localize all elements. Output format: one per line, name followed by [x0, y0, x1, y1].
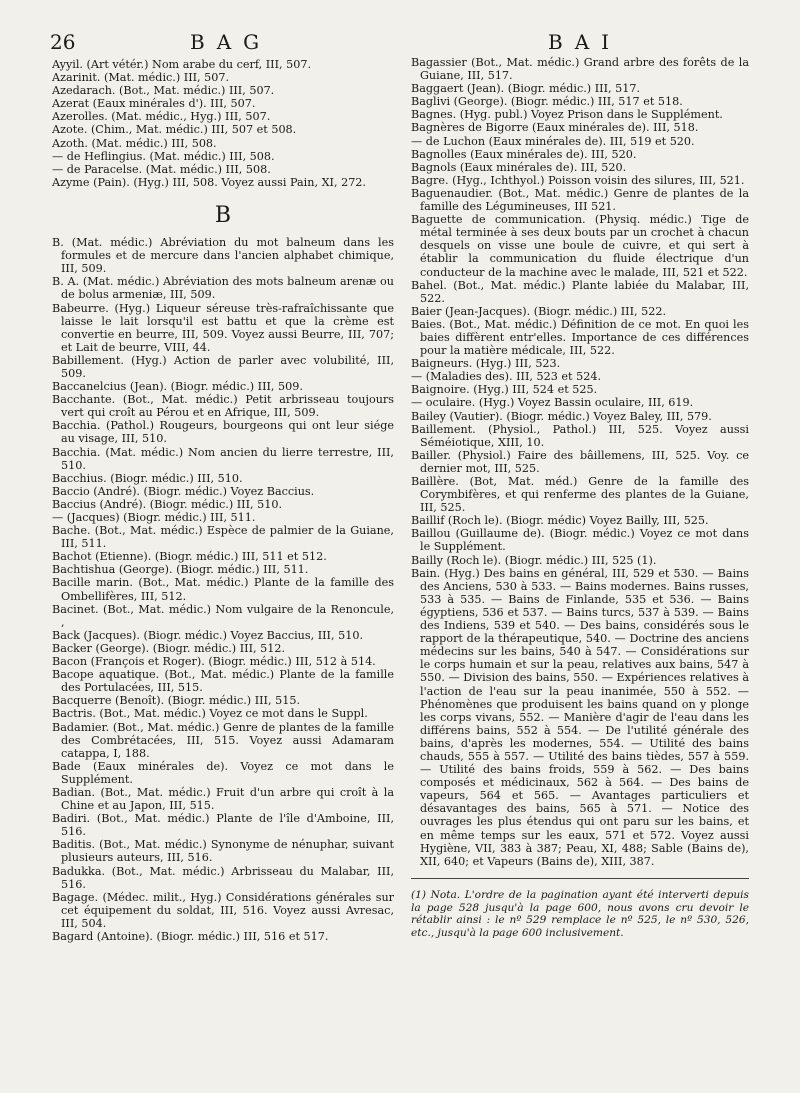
entries-a-continued: [52, 58, 394, 189]
index-entry: Bahel. (Bot., Mat. médic.) Plante labiée du Malabar, III, 522.: [411, 278, 749, 305]
index-entry: Babillement. (Hyg.) Action de parler avec volubilité, III, 509.: [52, 353, 394, 380]
footnote-rule: [411, 878, 749, 879]
index-entry: Baillement. (Physiol., Pathol.) III, 525. Voyez aussi Séméiotique, XIII, 10.: [411, 422, 749, 449]
index-entry: Baguette de communication. (Physiq. médic.) Tige de métal terminée à ses deux bouts par un crochet à chacun desquels on visse une boule de cuivre, et qui sert à établir la communication du fluide électrique d'un conducteur de la machine avec le malade, III, 521 et 522.: [411, 213, 749, 279]
index-entry: Bacquerre (Benoît). (Biogr. médic.) III, 515.: [52, 694, 300, 708]
index-entry: Bachot (Etienne). (Biogr. médic.) III, 511 et 512.: [52, 550, 327, 564]
index-entry: Azedarach. (Bot., Mat. médic.) III, 507.: [52, 84, 275, 98]
index-entry: Baccio (André). (Biogr. médic.) Voyez Baccius.: [52, 484, 315, 498]
index-entry: Bagage. (Médec. milit., Hyg.) Considérations générales sur cet équipement du soldat, III, 516. Voyez aussi Avresac, III, 504.: [52, 890, 394, 930]
index-entry: Badiri. (Bot., Mat. médic.) Plante de l'île d'Amboine, III, 516.: [52, 812, 394, 839]
index-entry: Bailler. (Physiol.) Faire des bâillemens, III, 525. Voy. ce dernier mot, III, 525.: [411, 448, 749, 475]
index-entry: Bagassier (Bot., Mat. médic.) Grand arbre des forêts de la Guiane, III, 517.: [411, 56, 749, 83]
index-entry: Baccanelcius (Jean). (Biogr. médic.) III, 509.: [52, 380, 303, 394]
index-entry: Bade (Eaux minérales de). Voyez ce mot dans le Supplément.: [52, 759, 394, 786]
index-entry: Bacope aquatique. (Bot., Mat. médic.) Plante de la famille des Portulacées, III, 515.: [52, 668, 394, 695]
index-entry: — de Heflingius. (Mat. médic.) III, 508.: [52, 149, 275, 163]
index-entry: Baillère. (Bot, Mat. méd.) Genre de la famille des Corymbifères, et qui renferme des plantes de la Guiane, III, 525.: [411, 475, 749, 515]
index-entry: Badian. (Bot., Mat. médic.) Fruit d'un arbre qui croît à la Chine et au Japon, III, 515.: [52, 785, 394, 813]
index-entry: Baies. (Bot., Mat. médic.) Définition de ce mot. En quoi les baies diffèrent entr'elles. Importance de ces différences pour la matière médicale, III, 522.: [411, 317, 749, 358]
index-entry: Bagard (Antoine). (Biogr. médic.) III, 516 et 517.: [52, 930, 329, 943]
index-entry: B. (Mat. médic.) Abréviation du mot balneum dans les formules et de mercure dans l'ancien alphabet chimique, III, 509.: [52, 236, 394, 276]
index-entry: Bacchia. (Pathol.) Rougeurs, bourgeons qui ont leur siége au visage, III, 510.: [52, 419, 394, 446]
index-entry: Baigneurs. (Hyg.) III, 523.: [411, 357, 561, 371]
index-entry: Azote. (Chim., Mat. médic.) III, 507 et 508.: [52, 123, 297, 137]
index-entry: Azerat (Eaux minérales d'). III, 507.: [52, 97, 256, 111]
index-entry: Baguenaudier. (Bot., Mat. médic.) Genre de plantes de la famille des Légumineuses, III 521.: [411, 186, 749, 214]
index-entry: Bailly (Roch le). (Biogr. médic.) III, 525 (1).: [411, 553, 657, 567]
index-entry: Azarinit. (Mat. médic.) III, 507.: [52, 71, 230, 85]
index-entry: Ayyil. (Art vétér.) Nom arabe du cerf, III, 507.: [52, 58, 312, 71]
index-entry: Baditis. (Bot., Mat. médic.) Synonyme de nénuphar, suivant plusieurs auteurs, III, 516.: [52, 838, 394, 865]
header-right-word: BAI: [548, 30, 622, 54]
index-entry: Baignoire. (Hyg.) III, 524 et 525.: [411, 383, 598, 397]
index-entry: Bain. (Hyg.) Des bains en général, III, 529 et 530. — Bains des Anciens, 530 à 533. — Bains modernes. Bains russes, 533 à 535. — Bains de Finlande, 535 et 536. — Bains égyptiens, 536 et 537. — Bains turcs, 537 à 539. — Bains des Indiens, 539 et 540. — Des bains, considérés sous le rapport de la thérapeutique, 540. — Doctrine des anciens médecins sur les bains, 540 à 547. — Considérations sur le corps humain et sur la peau, relatives aux bains, 547 à 550. — Division des bains, 550. — Expériences relatives à l'action de l'eau sur la peau inanimée, 550 à 552. — Phénomènes que produisent les bains quand on y plonge les corps vivans, 552. — Manière d'agir de l'eau dans les différens bains, 552 à 554. — De l'utilité générale des bains, d'après les modernes, 554. — Utilité des bains chauds, 555 à 557. — Utilité des bains tièdes, 557 à 559. — Utilité des bains froids, 559 à 562. — Des bains composés et médicinaux, 562 à 564. — Des bains de vapeurs, 564 et 565. — Avantages particuliers et désavantages des bains, 565 à 571. — Notice des ouvrages les plus étendus qui ont paru sur les bains, et en même temps sur les eaux, 571 et 572. Voyez aussi Hygiène, VII, 383 à 387; Peau, XI, 488; Sable (Bains de), XII, 640; et Vapeurs (Bains de), XIII, 387.: [411, 566, 749, 868]
left-column: [52, 58, 394, 943]
index-entry: Bacchante. (Bot., Mat. médic.) Petit arbrisseau toujours vert qui croît au Pérou et en Afrique, III, 509.: [52, 393, 394, 420]
footnote: (1) Nota. L'ordre de la pagination ayant été interverti depuis la page 528 jusqu'à la page 600, nous avons cru devoir le rétablir ainsi : le nº 529 remplace le nº 525, le nº 530, 526, etc., jusqu'à la page 600 inclusivement.: [411, 889, 749, 939]
index-entry: B. A. (Mat. médic.) Abréviation des mots balneum arenæ ou de bolus armeniæ, III, 509.: [52, 275, 394, 302]
index-entry: Back (Jacques). (Biogr. médic.) Voyez Baccius, III, 510.: [52, 628, 364, 642]
index-entry: Babeurre. (Hyg.) Liqueur séreuse très-rafraîchissante que laisse le lait lorsqu'il est battu et que la crème est convertie en beurre, III, 509. Voyez aussi Beurre, III, 707; et Lait de beurre, VIII, 44.: [52, 301, 394, 354]
index-entry: Bachtishua (George). (Biogr. médic.) III, 511.: [52, 563, 309, 577]
index-entry: Bagre. (Hyg., Ichthyol.) Poisson voisin des silures, III, 521.: [411, 173, 745, 187]
index-entry: Bagnols (Eaux minérales de). III, 520.: [411, 160, 627, 174]
index-entry: Baier (Jean-Jacques). (Biogr. médic.) III, 522.: [411, 304, 667, 318]
entries-b: [52, 236, 394, 943]
header-left-word: BAG: [190, 30, 272, 54]
index-entry: Baillif (Roch le). (Biogr. médic) Voyez Bailly, III, 525.: [411, 514, 709, 528]
index-entry: — (Maladies des). III, 523 et 524.: [411, 370, 602, 384]
index-entry: Bacille marin. (Bot., Mat. médic.) Plante de la famille des Ombellifères, III, 512.: [52, 576, 394, 603]
page-number: 26: [50, 30, 76, 54]
index-entry: Baillou (Guillaume de). (Biogr. médic.) Voyez ce mot dans le Supplément.: [411, 527, 749, 554]
entries-right: [411, 56, 749, 868]
index-entry: Badukka. (Bot., Mat. médic.) Arbrisseau du Malabar, III, 516.: [52, 864, 394, 891]
index-entry: Bactris. (Bot., Mat. médic.) Voyez ce mot dans le Suppl.: [52, 707, 368, 721]
index-entry: — (Jacques) (Biogr. médic.) III, 511.: [52, 511, 256, 524]
section-letter: B: [214, 202, 232, 228]
index-entry: Baccius (André). (Biogr. médic.) III, 510.: [52, 497, 283, 511]
index-entry: Bacchius. (Biogr. médic.) III, 510.: [52, 471, 243, 485]
index-entry: Azyme (Pain). (Hyg.) III, 508. Voyez aussi Pain, XI, 272.: [52, 175, 366, 189]
index-entry: Bacon (François et Roger). (Biogr. médic.) III, 512 à 514.: [52, 655, 376, 669]
index-entry: Bacinet. (Bot., Mat. médic.) Nom vulgaire de la Renoncule, ,: [52, 602, 394, 629]
index-entry: — de Paracelse. (Mat. médic.) III, 508.: [52, 162, 271, 176]
right-column: [411, 56, 749, 950]
index-entry: Bacchia. (Mat. médic.) Nom ancien du lierre terrestre, III, 510.: [52, 445, 394, 472]
index-entry: Azerolles. (Mat. médic., Hyg.) III, 507.: [52, 110, 271, 124]
index-entry: — oculaire. (Hyg.) Voyez Bassin oculaire, III, 619.: [411, 396, 694, 410]
index-entry: — de Luchon (Eaux minérales de). III, 519 et 520.: [411, 134, 695, 148]
index-entry: Bagnes. (Hyg. publ.) Voyez Prison dans le Supplément.: [411, 108, 723, 122]
index-entry: Bailey (Vautier). (Biogr. médic.) Voyez Baley, III, 579.: [411, 409, 712, 423]
index-entry: Bache. (Bot., Mat. médic.) Espèce de palmier de la Guiane, III, 511.: [52, 524, 394, 551]
index-entry: Backer (George). (Biogr. médic.) III, 512.: [52, 641, 286, 655]
index-entry: Bagnolles (Eaux minérales de). III, 520.: [411, 147, 637, 161]
index-entry: Azoth. (Mat. médic.) III, 508.: [52, 136, 217, 150]
index-entry: Bagnères de Bigorre (Eaux minérales de). III, 518.: [411, 121, 699, 135]
index-entry: Badamier. (Bot., Mat. médic.) Genre de plantes de la famille des Combrétacées, III, 515. Voyez aussi Adamaram catappa, I, 188.: [52, 720, 394, 760]
index-entry: Baglivi (George). (Biogr. médic.) III, 517 et 518.: [411, 95, 683, 109]
index-entry: Baggaert (Jean). (Biogr. médic.) III, 517.: [411, 82, 641, 96]
